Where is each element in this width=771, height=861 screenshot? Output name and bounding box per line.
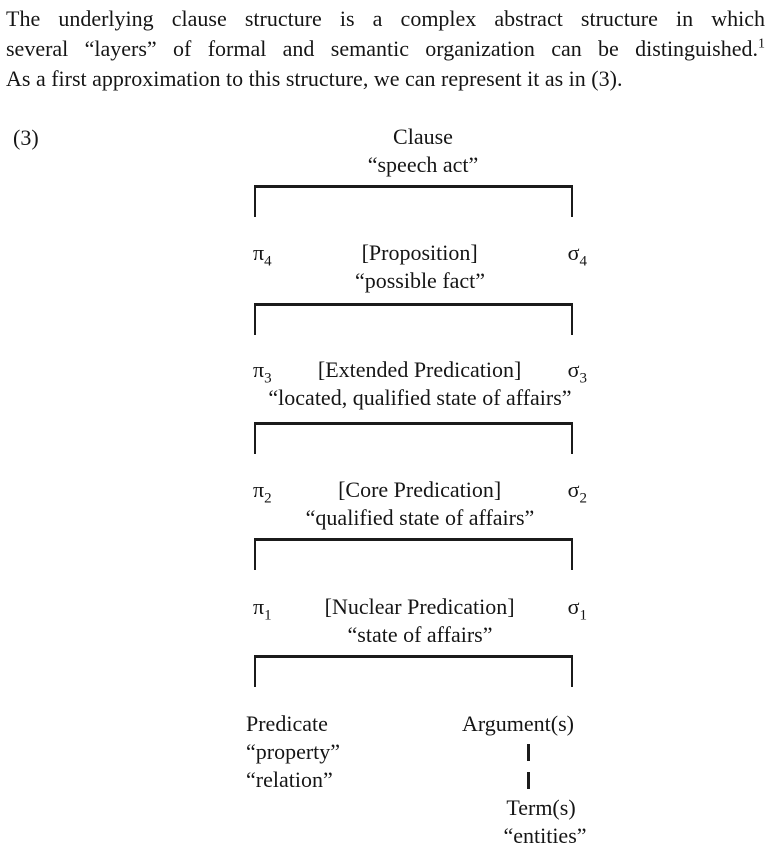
layer-label: [Proposition] (361, 240, 478, 265)
pi-operator (253, 239, 272, 270)
sigma-symbol: σ (567, 240, 580, 265)
operator-index: 1 (579, 607, 587, 624)
operator-row (253, 476, 587, 507)
operator-row (253, 593, 587, 624)
operator-index: 1 (264, 607, 272, 624)
sigma-symbol: σ (567, 357, 580, 382)
operator-index: 3 (264, 370, 272, 387)
layer-bracket (254, 422, 573, 454)
layer-gloss: “located, qualified state of affairs” (268, 385, 572, 410)
sigma-operator (567, 593, 587, 624)
footnote-marker: 1 (758, 36, 765, 52)
layer-bracket (254, 655, 573, 687)
pi-symbol: π (253, 240, 265, 265)
layer-bracket (254, 185, 573, 217)
layer-core-predication (253, 476, 587, 532)
sigma-symbol: σ (567, 477, 580, 502)
term-gloss: “entities” (503, 823, 587, 848)
layer-extended-predication (253, 356, 587, 412)
operator-index: 2 (264, 490, 272, 507)
argument-column (428, 710, 628, 850)
sigma-symbol: σ (567, 594, 580, 619)
sigma-operator (567, 239, 587, 270)
predicate-gloss: “relation” (246, 767, 333, 792)
layer-label: [Core Predication] (338, 477, 502, 502)
layer-bracket (254, 303, 573, 335)
pi-symbol: π (253, 594, 265, 619)
operator-row (253, 356, 587, 387)
paragraph-line: The underlying clause structure is a complex abstract structure in which (6, 6, 765, 31)
paragraph-line: As a first approximation to this structure, we can represent it as in (3). (6, 66, 623, 91)
operator-index: 4 (264, 253, 272, 270)
argument-label: Argument(s) (461, 711, 575, 736)
layer-label: [Nuclear Predication] (324, 594, 515, 619)
pi-operator (253, 476, 272, 507)
layer-gloss: “qualified state of affairs” (305, 505, 535, 530)
layer-nuclear-predication (253, 593, 587, 649)
pi-operator (253, 356, 272, 387)
intro-paragraph (6, 4, 765, 94)
clause-label: Clause (393, 124, 453, 149)
layer-gloss: “state of affairs” (347, 622, 493, 647)
paragraph-line (6, 34, 765, 64)
predicate-label: Predicate (246, 711, 328, 736)
vertical-connector (527, 744, 530, 761)
operator-index: 3 (579, 370, 587, 387)
operator-row (253, 239, 587, 270)
pi-symbol: π (253, 477, 265, 502)
sigma-operator (567, 476, 587, 507)
paragraph-line-text: several “layers” of formal and semantic organization can be distinguished. (6, 36, 758, 61)
term-label: Term(s) (506, 795, 576, 820)
connector-row (428, 738, 628, 766)
clause-root (256, 123, 590, 179)
example-number: (3) (13, 125, 39, 150)
clause-gloss: “speech act” (367, 152, 479, 177)
vertical-connector (527, 772, 530, 789)
operator-index: 2 (579, 490, 587, 507)
predicate-gloss: “property” (246, 739, 341, 764)
layer-label: [Extended Predication] (317, 357, 522, 382)
predicate-column (246, 710, 340, 794)
operator-index: 4 (579, 253, 587, 270)
layer-bracket (254, 538, 573, 570)
connector-row (428, 766, 628, 794)
layer-gloss: “possible fact” (354, 268, 486, 293)
sigma-operator (567, 356, 587, 387)
layer-proposition (253, 239, 587, 295)
pi-operator (253, 593, 272, 624)
pi-symbol: π (253, 357, 265, 382)
